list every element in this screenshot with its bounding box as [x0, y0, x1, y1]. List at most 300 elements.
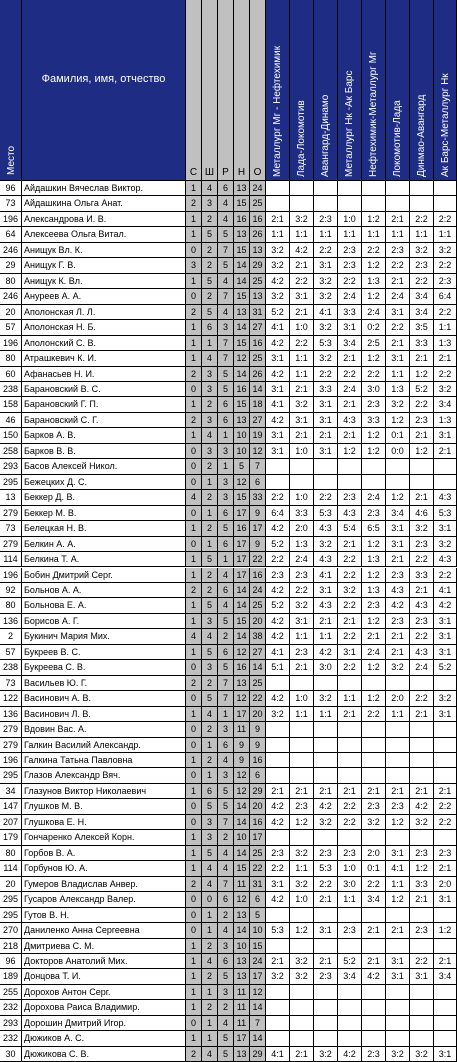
- cell-match: 2:3: [410, 614, 434, 629]
- cell-match: 2:3: [410, 537, 434, 552]
- cell-stat: 5: [218, 660, 234, 675]
- cell-match: 2:3: [434, 846, 457, 861]
- cell-stat: 6: [218, 506, 234, 521]
- cell-stat: 31: [250, 877, 266, 892]
- cell-stat: 0: [186, 1016, 202, 1031]
- cell-match: 1:2: [362, 614, 386, 629]
- cell-match: 1:2: [362, 212, 386, 227]
- cell-match: [434, 1000, 457, 1015]
- cell-match: 2:2: [338, 367, 362, 382]
- cell-match: 1:1: [314, 629, 338, 644]
- cell-match: 4:1: [266, 645, 290, 660]
- cell-place: 57: [0, 645, 22, 660]
- cell-match: [386, 1016, 410, 1031]
- cell-match: 5:4: [338, 521, 362, 536]
- cell-stat: 3: [218, 320, 234, 335]
- cell-match: 3:1: [338, 320, 362, 335]
- cell-match: 3:0: [362, 382, 386, 397]
- cell-match: 2:4: [362, 305, 386, 320]
- table-row: [0, 815, 457, 830]
- cell-stat: 2: [202, 969, 218, 984]
- cell-place: 73: [0, 196, 22, 211]
- cell-place: 64: [0, 227, 22, 242]
- cell-place: 270: [0, 923, 22, 938]
- cell-match: 2:1: [314, 892, 338, 907]
- cell-match: [362, 768, 386, 783]
- cell-stat: 1: [186, 336, 202, 351]
- cell-match: [266, 830, 290, 845]
- cell-stat: 6: [218, 645, 234, 660]
- cell-match: 4:3: [338, 506, 362, 521]
- cell-match: [386, 196, 410, 211]
- table-row: [0, 490, 457, 505]
- cell-match: 3:2: [386, 1047, 410, 1062]
- cell-match: 4:2: [362, 969, 386, 984]
- cell-match: 4:2: [266, 367, 290, 382]
- cell-match: 2:1: [290, 305, 314, 320]
- cell-match: 2:2: [266, 490, 290, 505]
- cell-match: [314, 908, 338, 923]
- cell-stat: 4: [202, 351, 218, 366]
- cell-name: Алексеева Ольга Витал.: [22, 227, 186, 242]
- cell-stat: 5: [202, 645, 218, 660]
- cell-match: 2:1: [434, 861, 457, 876]
- cell-match: 2:3: [290, 645, 314, 660]
- cell-match: 3:1: [434, 645, 457, 660]
- cell-name: Глушкова Е. Н.: [22, 815, 186, 830]
- cell-match: [362, 753, 386, 768]
- cell-stat: 1: [186, 428, 202, 443]
- cell-match: 1:2: [362, 351, 386, 366]
- cell-match: 2:3: [410, 258, 434, 273]
- cell-stat: 25: [250, 196, 266, 211]
- cell-name: Барков В. В.: [22, 444, 186, 459]
- table-row: [0, 258, 457, 273]
- cell-match: 1:0: [338, 861, 362, 876]
- header-match-0: [266, 0, 290, 181]
- cell-match: 2:2: [410, 691, 434, 706]
- cell-name: Гутов В. Н.: [22, 908, 186, 923]
- cell-stat: 4: [202, 954, 218, 969]
- cell-stat: 9: [250, 738, 266, 753]
- header-match-6: [410, 0, 434, 181]
- cell-stat: 2: [202, 676, 218, 691]
- cell-match: 2:3: [386, 243, 410, 258]
- table-row: [0, 212, 457, 227]
- cell-match: [386, 722, 410, 737]
- cell-match: 3:2: [314, 815, 338, 830]
- cell-match: 3:3: [362, 413, 386, 428]
- table-row: [0, 969, 457, 984]
- cell-stat: 4: [218, 305, 234, 320]
- cell-match: 3:2: [266, 707, 290, 722]
- cell-stat: 5: [202, 227, 218, 242]
- header-match-label: Авангард-Динамо: [320, 94, 331, 177]
- table-row: [0, 660, 457, 675]
- cell-name: Беккер Д. В.: [22, 490, 186, 505]
- cell-match: [314, 676, 338, 691]
- cell-match: 3:1: [386, 846, 410, 861]
- table-row: [0, 521, 457, 536]
- cell-stat: 9: [234, 738, 250, 753]
- table-row: [0, 629, 457, 644]
- cell-match: 4:3: [314, 598, 338, 613]
- cell-match: 3:2: [410, 1047, 434, 1062]
- cell-match: [290, 676, 314, 691]
- cell-match: 2:1: [290, 382, 314, 397]
- cell-name: Анищук Г. В.: [22, 258, 186, 273]
- cell-match: [362, 738, 386, 753]
- cell-match: [290, 985, 314, 1000]
- cell-match: 2:1: [362, 784, 386, 799]
- cell-match: 1:1: [290, 351, 314, 366]
- cell-match: 2:2: [266, 552, 290, 567]
- cell-name: Александрова И. В.: [22, 212, 186, 227]
- cell-stat: 3: [218, 490, 234, 505]
- cell-match: 2:3: [362, 506, 386, 521]
- cell-name: Басов Алексей Никол.: [22, 459, 186, 474]
- cell-match: 2:3: [362, 799, 386, 814]
- cell-match: 1:0: [290, 444, 314, 459]
- cell-match: 2:3: [386, 799, 410, 814]
- cell-stat: 1: [186, 846, 202, 861]
- header-match-5: [386, 0, 410, 181]
- cell-stat: 31: [250, 305, 266, 320]
- cell-stat: 14: [250, 1031, 266, 1046]
- cell-stat: 1: [186, 861, 202, 876]
- cell-stat: 2: [186, 196, 202, 211]
- table-row: [0, 289, 457, 304]
- cell-stat: 0: [186, 475, 202, 490]
- cell-match: [266, 196, 290, 211]
- cell-name: Галкина Татьна Павловна: [22, 753, 186, 768]
- cell-stat: 0: [186, 815, 202, 830]
- cell-match: [314, 768, 338, 783]
- cell-match: 1:2: [362, 691, 386, 706]
- cell-stat: 17: [234, 707, 250, 722]
- cell-place: 279: [0, 738, 22, 753]
- cell-place: 189: [0, 969, 22, 984]
- cell-name: Айдашкина Ольга Анат.: [22, 196, 186, 211]
- cell-match: 3:2: [314, 1047, 338, 1062]
- cell-match: [338, 985, 362, 1000]
- header-match-label: Металлург Нк -Ак Барс: [344, 70, 355, 177]
- header-match-label: Нефтехимик-Металлург Мг: [368, 51, 379, 177]
- cell-stat: 14: [234, 583, 250, 598]
- cell-match: 3:3: [338, 305, 362, 320]
- cell-place: 196: [0, 568, 22, 583]
- cell-match: 4:2: [266, 799, 290, 814]
- cell-match: 2:3: [434, 274, 457, 289]
- cell-match: 1:2: [386, 490, 410, 505]
- cell-stat: 1: [186, 181, 202, 196]
- cell-stat: 13: [234, 1047, 250, 1062]
- cell-match: 0:2: [362, 320, 386, 335]
- cell-match: 2:1: [362, 954, 386, 969]
- cell-match: 3:3: [410, 877, 434, 892]
- cell-stat: 25: [250, 274, 266, 289]
- cell-match: 4:2: [266, 583, 290, 598]
- cell-match: 2:3: [362, 397, 386, 412]
- cell-match: 2:1: [386, 274, 410, 289]
- cell-stat: 13: [234, 954, 250, 969]
- cell-match: [314, 1000, 338, 1015]
- cell-match: [266, 753, 290, 768]
- cell-name: Дмитриева С. М.: [22, 939, 186, 954]
- cell-stat: 13: [234, 227, 250, 242]
- cell-match: 2:3: [266, 568, 290, 583]
- cell-match: [338, 738, 362, 753]
- cell-match: 3:1: [386, 969, 410, 984]
- cell-match: 2:1: [386, 552, 410, 567]
- cell-place: 147: [0, 799, 22, 814]
- table-row: [0, 598, 457, 613]
- cell-match: 2:1: [410, 892, 434, 907]
- cell-stat: 4: [218, 212, 234, 227]
- cell-stat: 19: [250, 428, 266, 443]
- cell-stat: 17: [234, 506, 250, 521]
- cell-match: [314, 1016, 338, 1031]
- cell-stat: 17: [234, 552, 250, 567]
- cell-stat: 13: [250, 243, 266, 258]
- cell-stat: 16: [250, 336, 266, 351]
- cell-stat: 14: [234, 815, 250, 830]
- cell-match: 2:2: [362, 877, 386, 892]
- cell-stat: 0: [186, 722, 202, 737]
- cell-stat: 29: [250, 1047, 266, 1062]
- cell-match: [410, 985, 434, 1000]
- cell-place: 60: [0, 367, 22, 382]
- cell-match: 1:2: [386, 413, 410, 428]
- cell-match: 3:2: [266, 289, 290, 304]
- cell-match: 2:2: [362, 707, 386, 722]
- cell-match: 4:1: [266, 397, 290, 412]
- cell-match: 2:1: [290, 660, 314, 675]
- cell-match: 2:3: [338, 258, 362, 273]
- cell-match: 4:2: [314, 645, 338, 660]
- cell-match: 1:2: [290, 815, 314, 830]
- cell-match: 2:0: [290, 521, 314, 536]
- cell-match: 1:2: [362, 289, 386, 304]
- cell-stat: 1: [202, 537, 218, 552]
- cell-stat: 13: [234, 969, 250, 984]
- cell-match: 4:2: [266, 614, 290, 629]
- table-row: [0, 707, 457, 722]
- cell-stat: 16: [234, 212, 250, 227]
- cell-match: 2:0: [434, 877, 457, 892]
- cell-stat: 2: [202, 212, 218, 227]
- cell-stat: 5: [218, 1047, 234, 1062]
- cell-match: [362, 676, 386, 691]
- cell-match: 3:2: [266, 969, 290, 984]
- cell-stat: 4: [202, 181, 218, 196]
- cell-place: 279: [0, 506, 22, 521]
- cell-match: 1:1: [314, 707, 338, 722]
- cell-name: Беккер М. В.: [22, 506, 186, 521]
- cell-match: [266, 939, 290, 954]
- cell-match: 2:2: [434, 258, 457, 273]
- table-row: [0, 367, 457, 382]
- cell-match: 1:2: [362, 660, 386, 675]
- cell-match: 2:4: [386, 289, 410, 304]
- cell-stat: 5: [218, 614, 234, 629]
- cell-match: 3:2: [290, 877, 314, 892]
- table-row: [0, 846, 457, 861]
- table-row: [0, 444, 457, 459]
- cell-stat: 6: [218, 954, 234, 969]
- cell-match: 1:1: [338, 691, 362, 706]
- cell-match: [338, 753, 362, 768]
- cell-stat: 0: [186, 444, 202, 459]
- cell-match: [434, 459, 457, 474]
- cell-match: 2:1: [386, 212, 410, 227]
- cell-place: 34: [0, 784, 22, 799]
- cell-stat: 5: [218, 227, 234, 242]
- cell-match: [266, 459, 290, 474]
- cell-match: 3:1: [290, 289, 314, 304]
- cell-stat: 12: [234, 768, 250, 783]
- cell-match: [266, 1016, 290, 1031]
- cell-match: 3:2: [338, 583, 362, 598]
- cell-match: 1:0: [290, 691, 314, 706]
- cell-match: 3:1: [266, 428, 290, 443]
- cell-match: 2:1: [338, 428, 362, 443]
- cell-stat: 3: [202, 196, 218, 211]
- cell-match: 3:2: [290, 954, 314, 969]
- cell-match: [434, 475, 457, 490]
- cell-stat: 1: [186, 753, 202, 768]
- cell-match: [410, 753, 434, 768]
- cell-match: [338, 1016, 362, 1031]
- cell-match: 3:1: [434, 428, 457, 443]
- cell-match: 4:2: [266, 629, 290, 644]
- cell-stat: 24: [250, 583, 266, 598]
- cell-stat: 15: [234, 397, 250, 412]
- cell-match: 3:2: [266, 258, 290, 273]
- cell-stat: 26: [250, 227, 266, 242]
- cell-match: 4:6: [410, 506, 434, 521]
- cell-stat: 5: [218, 521, 234, 536]
- cell-stat: 0: [186, 738, 202, 753]
- cell-match: 2:3: [314, 969, 338, 984]
- cell-name: Глушков М. В.: [22, 799, 186, 814]
- cell-stat: 14: [250, 382, 266, 397]
- cell-match: [314, 830, 338, 845]
- cell-match: [362, 908, 386, 923]
- cell-stat: 9: [250, 506, 266, 521]
- cell-stat: 3: [202, 614, 218, 629]
- table-row: [0, 830, 457, 845]
- cell-place: 207: [0, 815, 22, 830]
- table-row: [0, 923, 457, 938]
- cell-stat: 4: [218, 568, 234, 583]
- cell-stat: 24: [250, 954, 266, 969]
- cell-match: 3:1: [266, 444, 290, 459]
- cell-match: 2:2: [338, 568, 362, 583]
- cell-stat: 0: [186, 908, 202, 923]
- cell-stat: 16: [234, 521, 250, 536]
- cell-name: Барановский Г. П.: [22, 397, 186, 412]
- cell-match: 5:2: [266, 305, 290, 320]
- cell-match: [362, 1000, 386, 1015]
- cell-stat: 3: [218, 985, 234, 1000]
- cell-match: 3:4: [362, 892, 386, 907]
- cell-match: 3:1: [386, 537, 410, 552]
- cell-name: Гусаров Александр Валер.: [22, 892, 186, 907]
- cell-match: [386, 738, 410, 753]
- cell-match: 2:1: [314, 614, 338, 629]
- cell-match: 3:1: [314, 923, 338, 938]
- cell-stat: 16: [250, 815, 266, 830]
- table-row: [0, 274, 457, 289]
- cell-stat: 2: [218, 1000, 234, 1015]
- cell-place: 196: [0, 212, 22, 227]
- cell-stat: 15: [234, 243, 250, 258]
- cell-stat: 5: [202, 846, 218, 861]
- cell-stat: 0: [186, 691, 202, 706]
- cell-place: 218: [0, 939, 22, 954]
- cell-match: 3:2: [410, 521, 434, 536]
- cell-stat: 0: [186, 537, 202, 552]
- cell-match: 2:1: [338, 351, 362, 366]
- cell-match: [386, 830, 410, 845]
- cell-stat: 1: [202, 475, 218, 490]
- cell-stat: 4: [202, 428, 218, 443]
- cell-match: 2:3: [362, 1047, 386, 1062]
- cell-match: 2:2: [362, 243, 386, 258]
- cell-name: Бобин Дмитрий Серг.: [22, 568, 186, 583]
- cell-stat: 27: [250, 645, 266, 660]
- cell-match: 2:1: [314, 428, 338, 443]
- cell-name: Айдашкин Вячеслав Виктор.: [22, 181, 186, 196]
- cell-stat: 4: [218, 753, 234, 768]
- cell-stat: 4: [218, 846, 234, 861]
- cell-stat: 5: [250, 908, 266, 923]
- header-stat-4: [250, 0, 266, 181]
- cell-match: 2:2: [386, 258, 410, 273]
- cell-stat: 5: [218, 258, 234, 273]
- cell-stat: 11: [234, 722, 250, 737]
- cell-stat: 12: [250, 985, 266, 1000]
- cell-match: 4:2: [410, 799, 434, 814]
- cell-match: 3:1: [314, 258, 338, 273]
- cell-match: 3:2: [362, 815, 386, 830]
- cell-stat: 14: [250, 1000, 266, 1015]
- header-place-label: Место: [6, 145, 17, 175]
- table-row: [0, 645, 457, 660]
- cell-name: Белкин А. А.: [22, 537, 186, 552]
- table-row: [0, 475, 457, 490]
- cell-stat: 17: [250, 521, 266, 536]
- cell-match: 2:1: [386, 645, 410, 660]
- cell-stat: 2: [186, 676, 202, 691]
- cell-match: 2:1: [386, 923, 410, 938]
- cell-match: [410, 768, 434, 783]
- cell-match: [314, 738, 338, 753]
- cell-match: 5:2: [410, 382, 434, 397]
- table-row: [0, 799, 457, 814]
- cell-stat: 16: [250, 753, 266, 768]
- cell-match: [314, 939, 338, 954]
- cell-stat: 1: [186, 784, 202, 799]
- cell-stat: 6: [218, 583, 234, 598]
- cell-stat: 27: [250, 320, 266, 335]
- cell-stat: 14: [234, 629, 250, 644]
- cell-match: [386, 475, 410, 490]
- cell-match: [290, 753, 314, 768]
- cell-match: [410, 676, 434, 691]
- cell-match: 2:2: [314, 877, 338, 892]
